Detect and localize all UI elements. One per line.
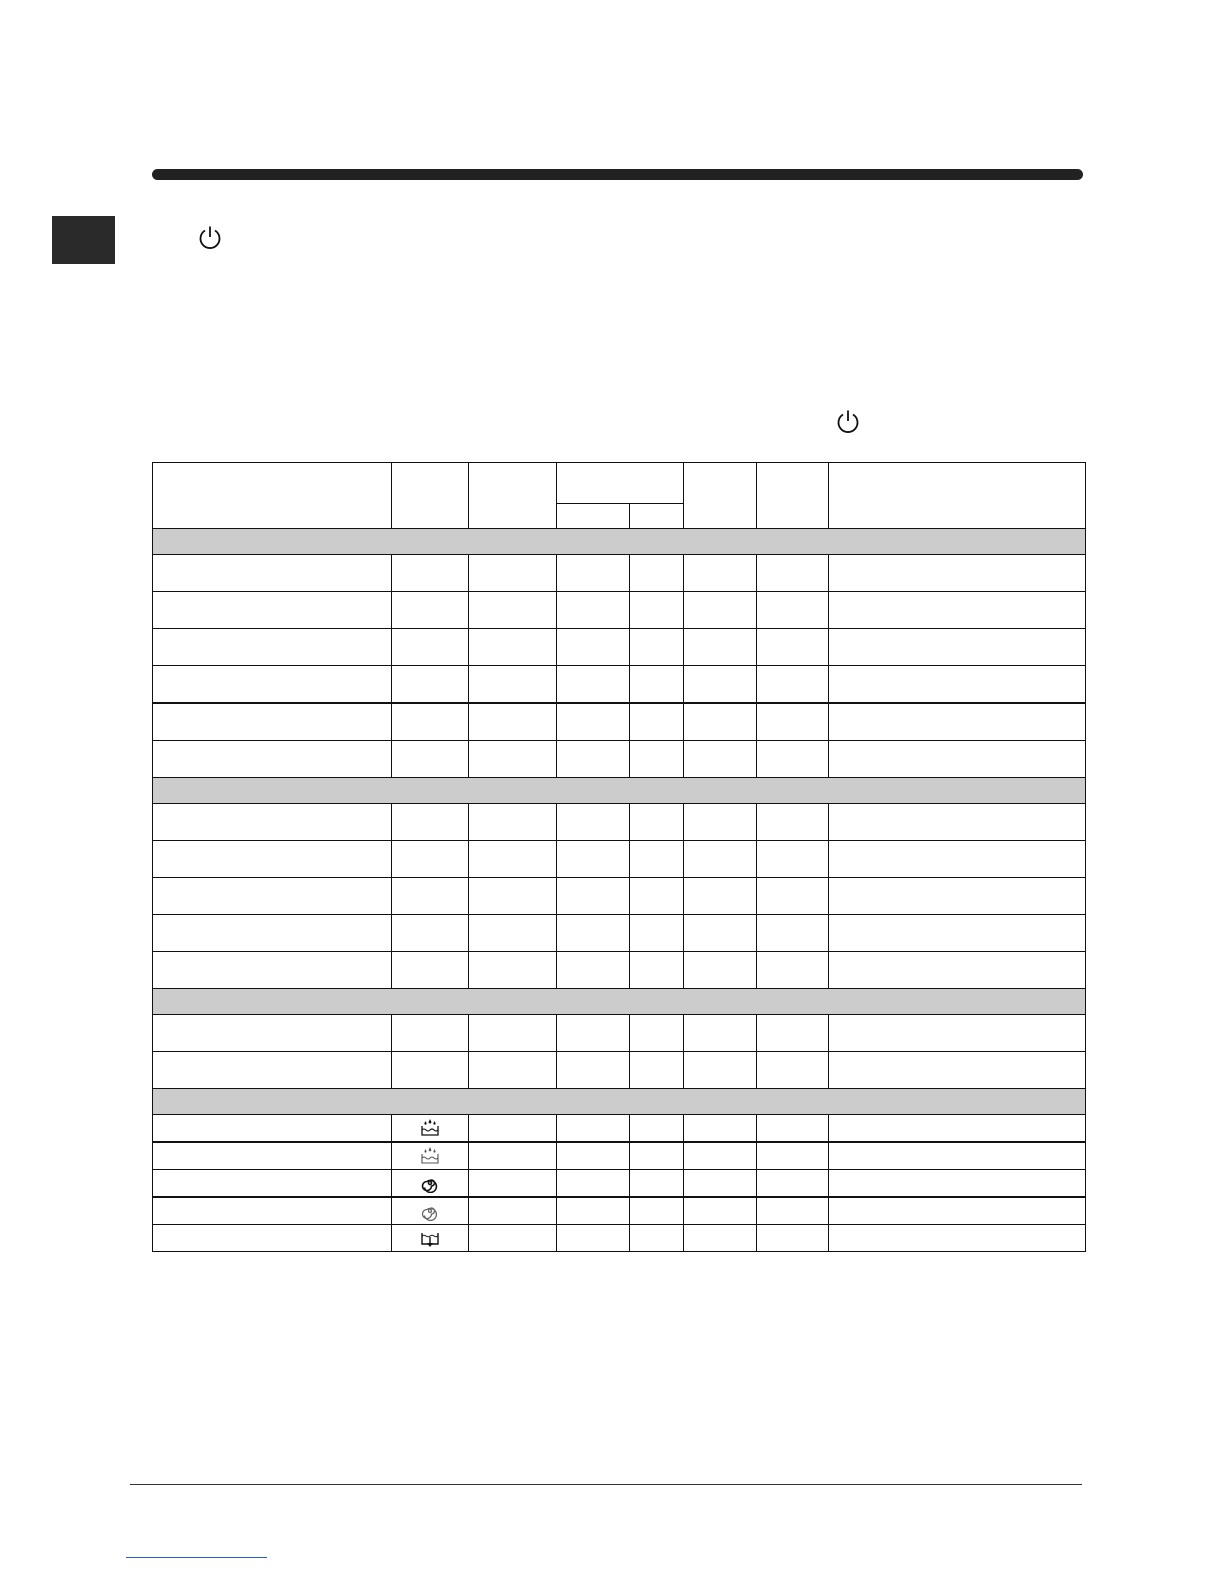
table-row <box>153 741 1086 778</box>
table-header <box>153 463 1086 504</box>
drain-icon <box>419 1228 441 1248</box>
subheader-cell <box>557 504 630 529</box>
table-row <box>153 666 1086 704</box>
header-cell-grouped <box>557 463 684 504</box>
spin-icon <box>420 1173 440 1193</box>
group-header-row <box>153 1089 1086 1115</box>
header-cell <box>392 463 469 529</box>
power-button-icon <box>835 408 861 434</box>
table-row <box>153 629 1086 666</box>
footer-rule <box>130 1484 1082 1485</box>
header-cell <box>153 463 392 529</box>
header-cell <box>469 463 557 529</box>
table-row <box>153 1115 1086 1143</box>
table-row <box>153 878 1086 915</box>
delicate-rinse-icon <box>419 1146 441 1166</box>
header-cell <box>757 463 829 529</box>
table-row <box>153 1197 1086 1225</box>
group-header-row <box>153 529 1086 555</box>
group-header-row <box>153 989 1086 1015</box>
table-row <box>153 952 1086 989</box>
language-tab <box>52 216 115 264</box>
table-row <box>153 841 1086 878</box>
table-row <box>153 915 1086 952</box>
table-row <box>153 804 1086 841</box>
power-button-icon <box>197 224 223 250</box>
delicate-spin-icon <box>420 1201 440 1221</box>
table-row <box>153 1170 1086 1198</box>
table-row <box>153 1015 1086 1052</box>
group-header-row <box>153 778 1086 804</box>
table-row <box>153 703 1086 741</box>
footer-link-underline[interactable] <box>126 1557 267 1558</box>
table-row <box>153 1052 1086 1089</box>
table-row <box>153 1225 1086 1252</box>
subheader-cell <box>630 504 684 529</box>
table-row <box>153 592 1086 629</box>
header-cell <box>684 463 757 529</box>
programs-table <box>152 462 1086 1252</box>
table-row <box>153 555 1086 592</box>
rinse-icon <box>419 1118 441 1138</box>
header-rule <box>152 169 1083 180</box>
table-row <box>153 1142 1086 1170</box>
header-cell <box>829 463 1086 529</box>
